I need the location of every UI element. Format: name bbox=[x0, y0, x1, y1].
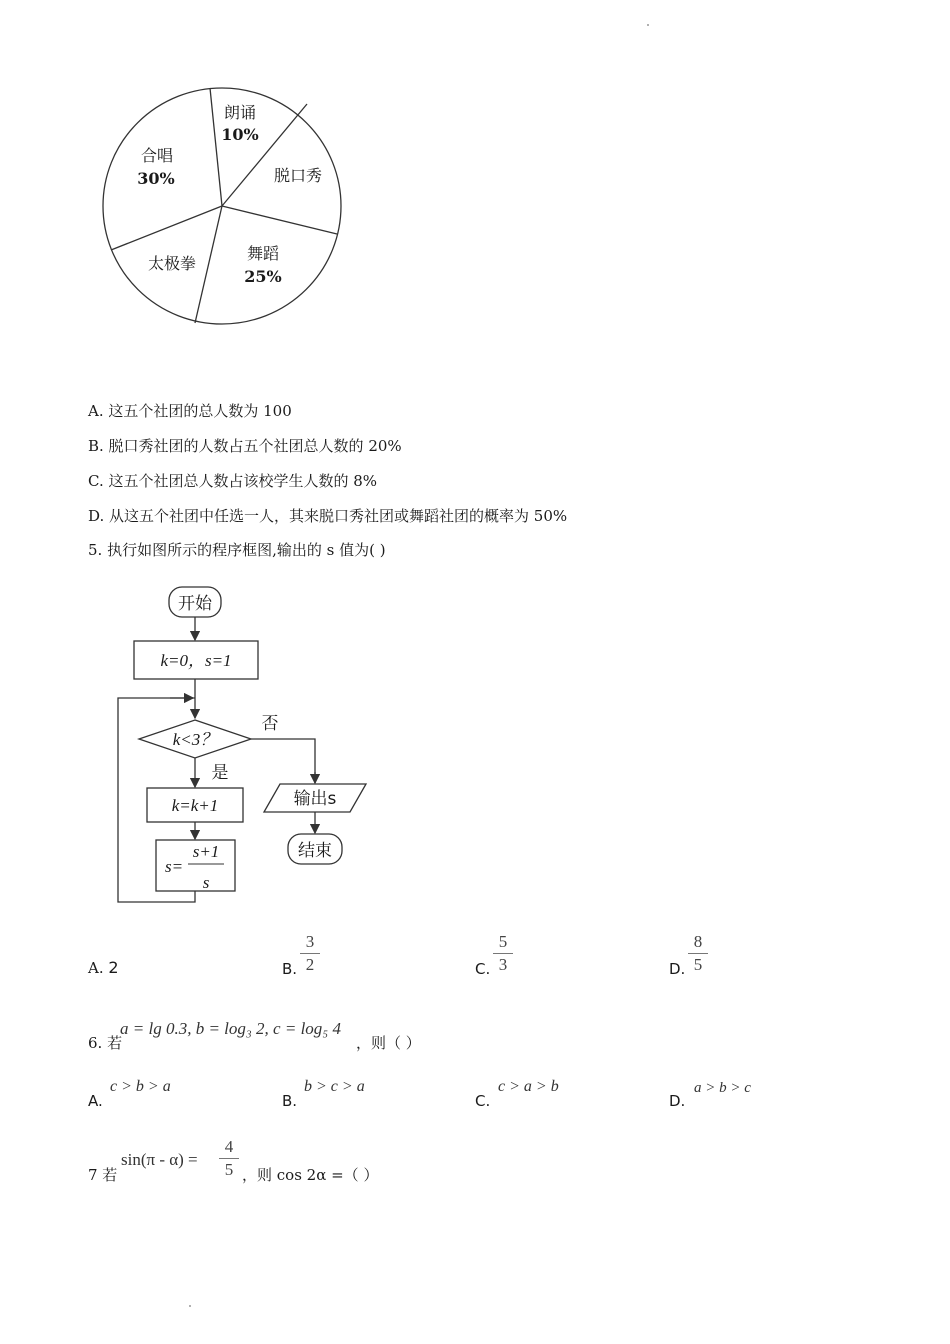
q6-suffix: ，则（ ） bbox=[356, 1034, 421, 1052]
flow-yes-label: 是 bbox=[211, 763, 229, 783]
q5-option-b-fraction bbox=[300, 932, 320, 975]
q5-option-c-label: C. bbox=[475, 960, 491, 978]
q5-option-b-den: 2 bbox=[305, 955, 315, 974]
pie-pct-recitation: 10% bbox=[221, 125, 259, 144]
q5-option-b-label: B. bbox=[282, 960, 298, 978]
q7-fraction bbox=[219, 1137, 239, 1180]
flow-cond-label: k<3？ bbox=[172, 730, 218, 749]
pie-chart bbox=[100, 84, 345, 329]
q6-option-b-label: B. bbox=[282, 1092, 298, 1110]
pie-divider-3 bbox=[222, 206, 337, 234]
page-dot-top bbox=[647, 24, 649, 26]
pie-pct-dance: 25% bbox=[244, 267, 282, 286]
q6-option-b-value: b > c > a bbox=[304, 1078, 365, 1095]
q5-option-a-label: A. bbox=[88, 959, 104, 977]
flow-no-label: 否 bbox=[261, 714, 279, 734]
flow-step2-lhs: s= bbox=[164, 857, 184, 876]
q6-option-a-label: A. bbox=[88, 1092, 103, 1110]
q5-option-d-label: D. bbox=[669, 960, 686, 978]
q6-option-c-label: C. bbox=[475, 1092, 491, 1110]
pie-label-chorus: 合唱 bbox=[140, 146, 174, 165]
q5-stem: 5. 执行如图所示的程序框图,输出的 s 值为( ) bbox=[88, 541, 386, 559]
flow-no-line bbox=[251, 739, 315, 783]
flow-start-label: 开始 bbox=[178, 594, 212, 614]
pie-label-dance: 舞蹈 bbox=[246, 244, 280, 263]
q5-option-c-den: 3 bbox=[498, 955, 508, 974]
q5-option-a bbox=[88, 958, 119, 977]
pie-label-standup: 脱口秀 bbox=[273, 166, 323, 185]
q5-option-a-value: 2 bbox=[108, 958, 119, 977]
q6-option-a-value: c > b > a bbox=[110, 1078, 171, 1095]
q7-frac-num: 4 bbox=[224, 1137, 234, 1156]
q7-frac-den: 5 bbox=[224, 1160, 234, 1179]
flow-step2-den: s bbox=[202, 873, 210, 892]
q7-suffix: ，则 cos 2α =（ ） bbox=[242, 1166, 379, 1184]
flow-step1-label: k=k+1 bbox=[171, 796, 219, 815]
q4-option-d: D. 从这五个社团中任选一人，其来脱口秀社团或舞蹈社团的概率为 50% bbox=[88, 507, 568, 525]
q7-prefix: 7 若 bbox=[88, 1166, 118, 1184]
q5-option-c-fraction bbox=[493, 932, 513, 975]
page-dot-bottom bbox=[189, 1305, 191, 1307]
pie-divider-5 bbox=[111, 206, 222, 250]
flow-step2-num: s+1 bbox=[192, 842, 220, 861]
flow-output-label: 输出s bbox=[293, 789, 337, 809]
q4-option-c: C. 这五个社团总人数占该校学生人数的 8% bbox=[88, 472, 378, 490]
q5-option-b-num: 3 bbox=[305, 932, 315, 951]
q5-option-d-den: 5 bbox=[693, 955, 703, 974]
q4-option-a: A. 这五个社团的总人数为 100 bbox=[88, 402, 292, 420]
q5-option-d-fraction bbox=[688, 932, 708, 975]
q6-option-d-value: a > b > c bbox=[694, 1080, 751, 1096]
pie-pct-chorus: 30% bbox=[137, 169, 175, 188]
q4-option-b: B. 脱口秀社团的人数占五个社团总人数的 20% bbox=[88, 437, 402, 455]
q6-expression: a = lg 0.3, b = log₃ 2, c = log₅ 4 bbox=[120, 1019, 341, 1038]
q5-option-c-num: 5 bbox=[498, 932, 508, 951]
pie-label-taichi: 太极拳 bbox=[147, 254, 197, 273]
q6-prefix: 6. 若 bbox=[88, 1034, 123, 1052]
pie-label-recitation: 朗诵 bbox=[223, 103, 257, 122]
pie-divider-1 bbox=[210, 88, 222, 206]
pie-divider-4 bbox=[195, 206, 222, 323]
flowchart bbox=[110, 582, 380, 912]
q7-expression-lhs: sin(π - α) = bbox=[121, 1150, 198, 1169]
flow-init-label: k=0，s=1 bbox=[160, 651, 232, 670]
q6-option-d-label: D. bbox=[669, 1092, 686, 1110]
flow-end-label: 结束 bbox=[298, 841, 332, 861]
q5-option-d-num: 8 bbox=[693, 932, 703, 951]
q6-option-c-value: c > a > b bbox=[498, 1078, 559, 1095]
